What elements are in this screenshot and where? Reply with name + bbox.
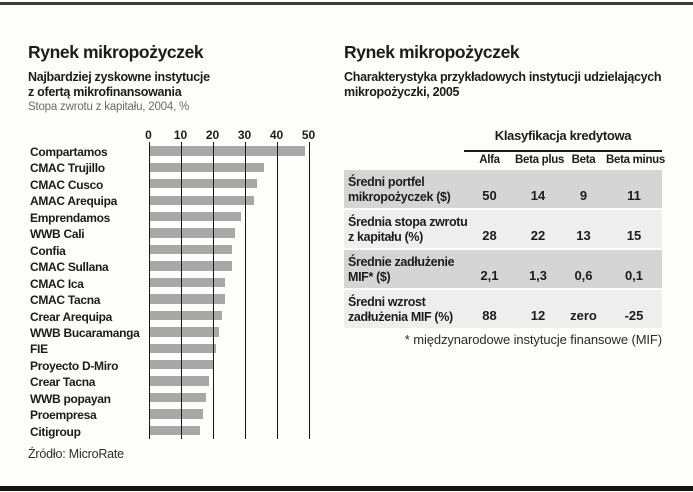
bar (149, 311, 223, 320)
cell-value: 22 (530, 228, 546, 243)
bar-label: CMAC Cusco (30, 177, 104, 192)
x-gridline (181, 142, 182, 439)
bar (149, 261, 232, 270)
x-tick-label: 20 (205, 128, 220, 142)
bar-label: AMAC Arequipa (30, 194, 117, 209)
table-group-header: Klasyfikacja kredytowa (494, 128, 632, 143)
row-label-line: Średni wzrost (348, 295, 426, 309)
right-subtitle-line1: Charakterystyka przykładowych instytucji udzielających (344, 70, 662, 84)
table-group-rule (464, 150, 662, 152)
bar (149, 278, 226, 287)
col-header-beta: Beta (571, 154, 596, 166)
bottom-rule (0, 486, 693, 491)
x-gridline (213, 142, 214, 439)
cell-value: 13 (576, 228, 591, 243)
cell-value: 28 (482, 228, 497, 243)
cell-value: zero (570, 308, 597, 323)
bar (149, 163, 264, 172)
table-row (344, 210, 662, 248)
left-panel-title: Rynek mikropożyczek (28, 41, 204, 62)
table-column-headers (344, 154, 665, 166)
right-panel-subtitle (344, 70, 661, 100)
cell-value: 88 (482, 308, 497, 323)
bar (149, 146, 306, 155)
row-label (344, 172, 464, 208)
bar (149, 426, 200, 435)
table-body (344, 170, 662, 330)
bar (149, 294, 226, 303)
cell-value: 12 (530, 308, 546, 323)
left-panel-subtitle (28, 70, 210, 100)
right-subtitle-line2: mikropożyczki, 2005 (344, 85, 460, 99)
bar (149, 196, 255, 205)
bar-label: Crear Arequipa (30, 309, 113, 324)
x-tick-label: 50 (301, 128, 316, 142)
row-label-line: mikropożyczek ($) (348, 189, 451, 204)
col-header-beta-minus: Beta minus (606, 154, 665, 166)
bar (149, 376, 210, 385)
left-subtitle-line2: z ofertą mikrofinansowania (28, 85, 182, 99)
cell-value: 15 (626, 228, 642, 243)
row-label (344, 252, 464, 288)
table-row (344, 250, 662, 288)
x-tick-label: 30 (237, 128, 252, 142)
right-panel-title: Rynek mikropożyczek (344, 41, 520, 62)
cell-value: 2,1 (480, 268, 499, 283)
bar-chart (28, 128, 333, 444)
bar-label: Crear Tacna (30, 375, 96, 390)
col-spacer (344, 154, 464, 166)
cell-value: 50 (482, 188, 497, 203)
row-label (344, 212, 468, 248)
bar (149, 393, 207, 402)
bar (149, 179, 258, 188)
cell-value: 1,3 (528, 268, 548, 283)
bar-label: CMAC Tacna (30, 293, 101, 308)
left-panel-unit-note: Stopa zwrotu z kapitału, 2004, % (28, 101, 190, 113)
row-label-line: Średnia stopa zwrotu (348, 215, 468, 229)
bar-label: WWB popayan (30, 391, 111, 406)
bar-label: CMAC Trujillo (30, 161, 105, 176)
x-tick-label: 10 (173, 128, 188, 142)
x-gridline (309, 142, 310, 439)
bar-label: Proyecto D-Miro (30, 358, 119, 373)
table-footnote: * międzynarodowe instytucje finansowe (MIF) (404, 332, 662, 347)
bar-label: Confia (30, 243, 66, 258)
x-gridline (277, 142, 278, 439)
left-subtitle-line1: Najbardziej zyskowne instytucje (28, 70, 210, 84)
cell-value: 0,6 (574, 268, 593, 283)
table-row (344, 170, 662, 208)
cell-value: -25 (624, 308, 644, 323)
bar-label: WWB Bucaramanga (30, 325, 140, 340)
cell-value: 9 (579, 188, 588, 203)
bar-label: WWB Cali (30, 227, 85, 242)
bar-label: Emprendamos (30, 210, 111, 225)
row-label-line: z kapitału (%) (348, 229, 423, 244)
row-label-line: zadłużenia MIF (%) (348, 309, 453, 324)
bar-label: Compartamos (30, 145, 108, 159)
x-tick-label: 0 (145, 128, 152, 142)
bar (149, 212, 242, 221)
bar-label: CMAC Sullana (30, 260, 109, 275)
bar-label: FIE (30, 342, 48, 357)
x-gridline (149, 142, 150, 439)
x-gridline (245, 142, 246, 439)
bar (149, 409, 203, 418)
bar-label: Citigroup (30, 424, 81, 439)
bar (149, 245, 232, 254)
col-header-beta-plus: Beta plus (515, 154, 565, 166)
cell-value: 14 (530, 188, 546, 203)
bar (149, 327, 219, 336)
bar (149, 344, 216, 353)
bar-label: CMAC Ica (30, 276, 84, 291)
top-rule (0, 2, 693, 5)
bar-label: Proempresa (30, 408, 97, 423)
row-label-line: Średni portfel (348, 175, 425, 189)
table-row (344, 290, 662, 328)
bar (149, 228, 235, 237)
cell-value: 0,1 (624, 268, 644, 283)
row-label (344, 292, 464, 328)
row-label-line: MIF* ($) (348, 269, 391, 284)
cell-value: 11 (627, 188, 641, 203)
col-header-alfa: Alfa (479, 154, 500, 166)
source-note: Źródło: MicroRate (28, 447, 124, 461)
x-tick-label: 40 (269, 128, 284, 142)
row-label-line: Średnie zadłużenie (348, 255, 455, 269)
